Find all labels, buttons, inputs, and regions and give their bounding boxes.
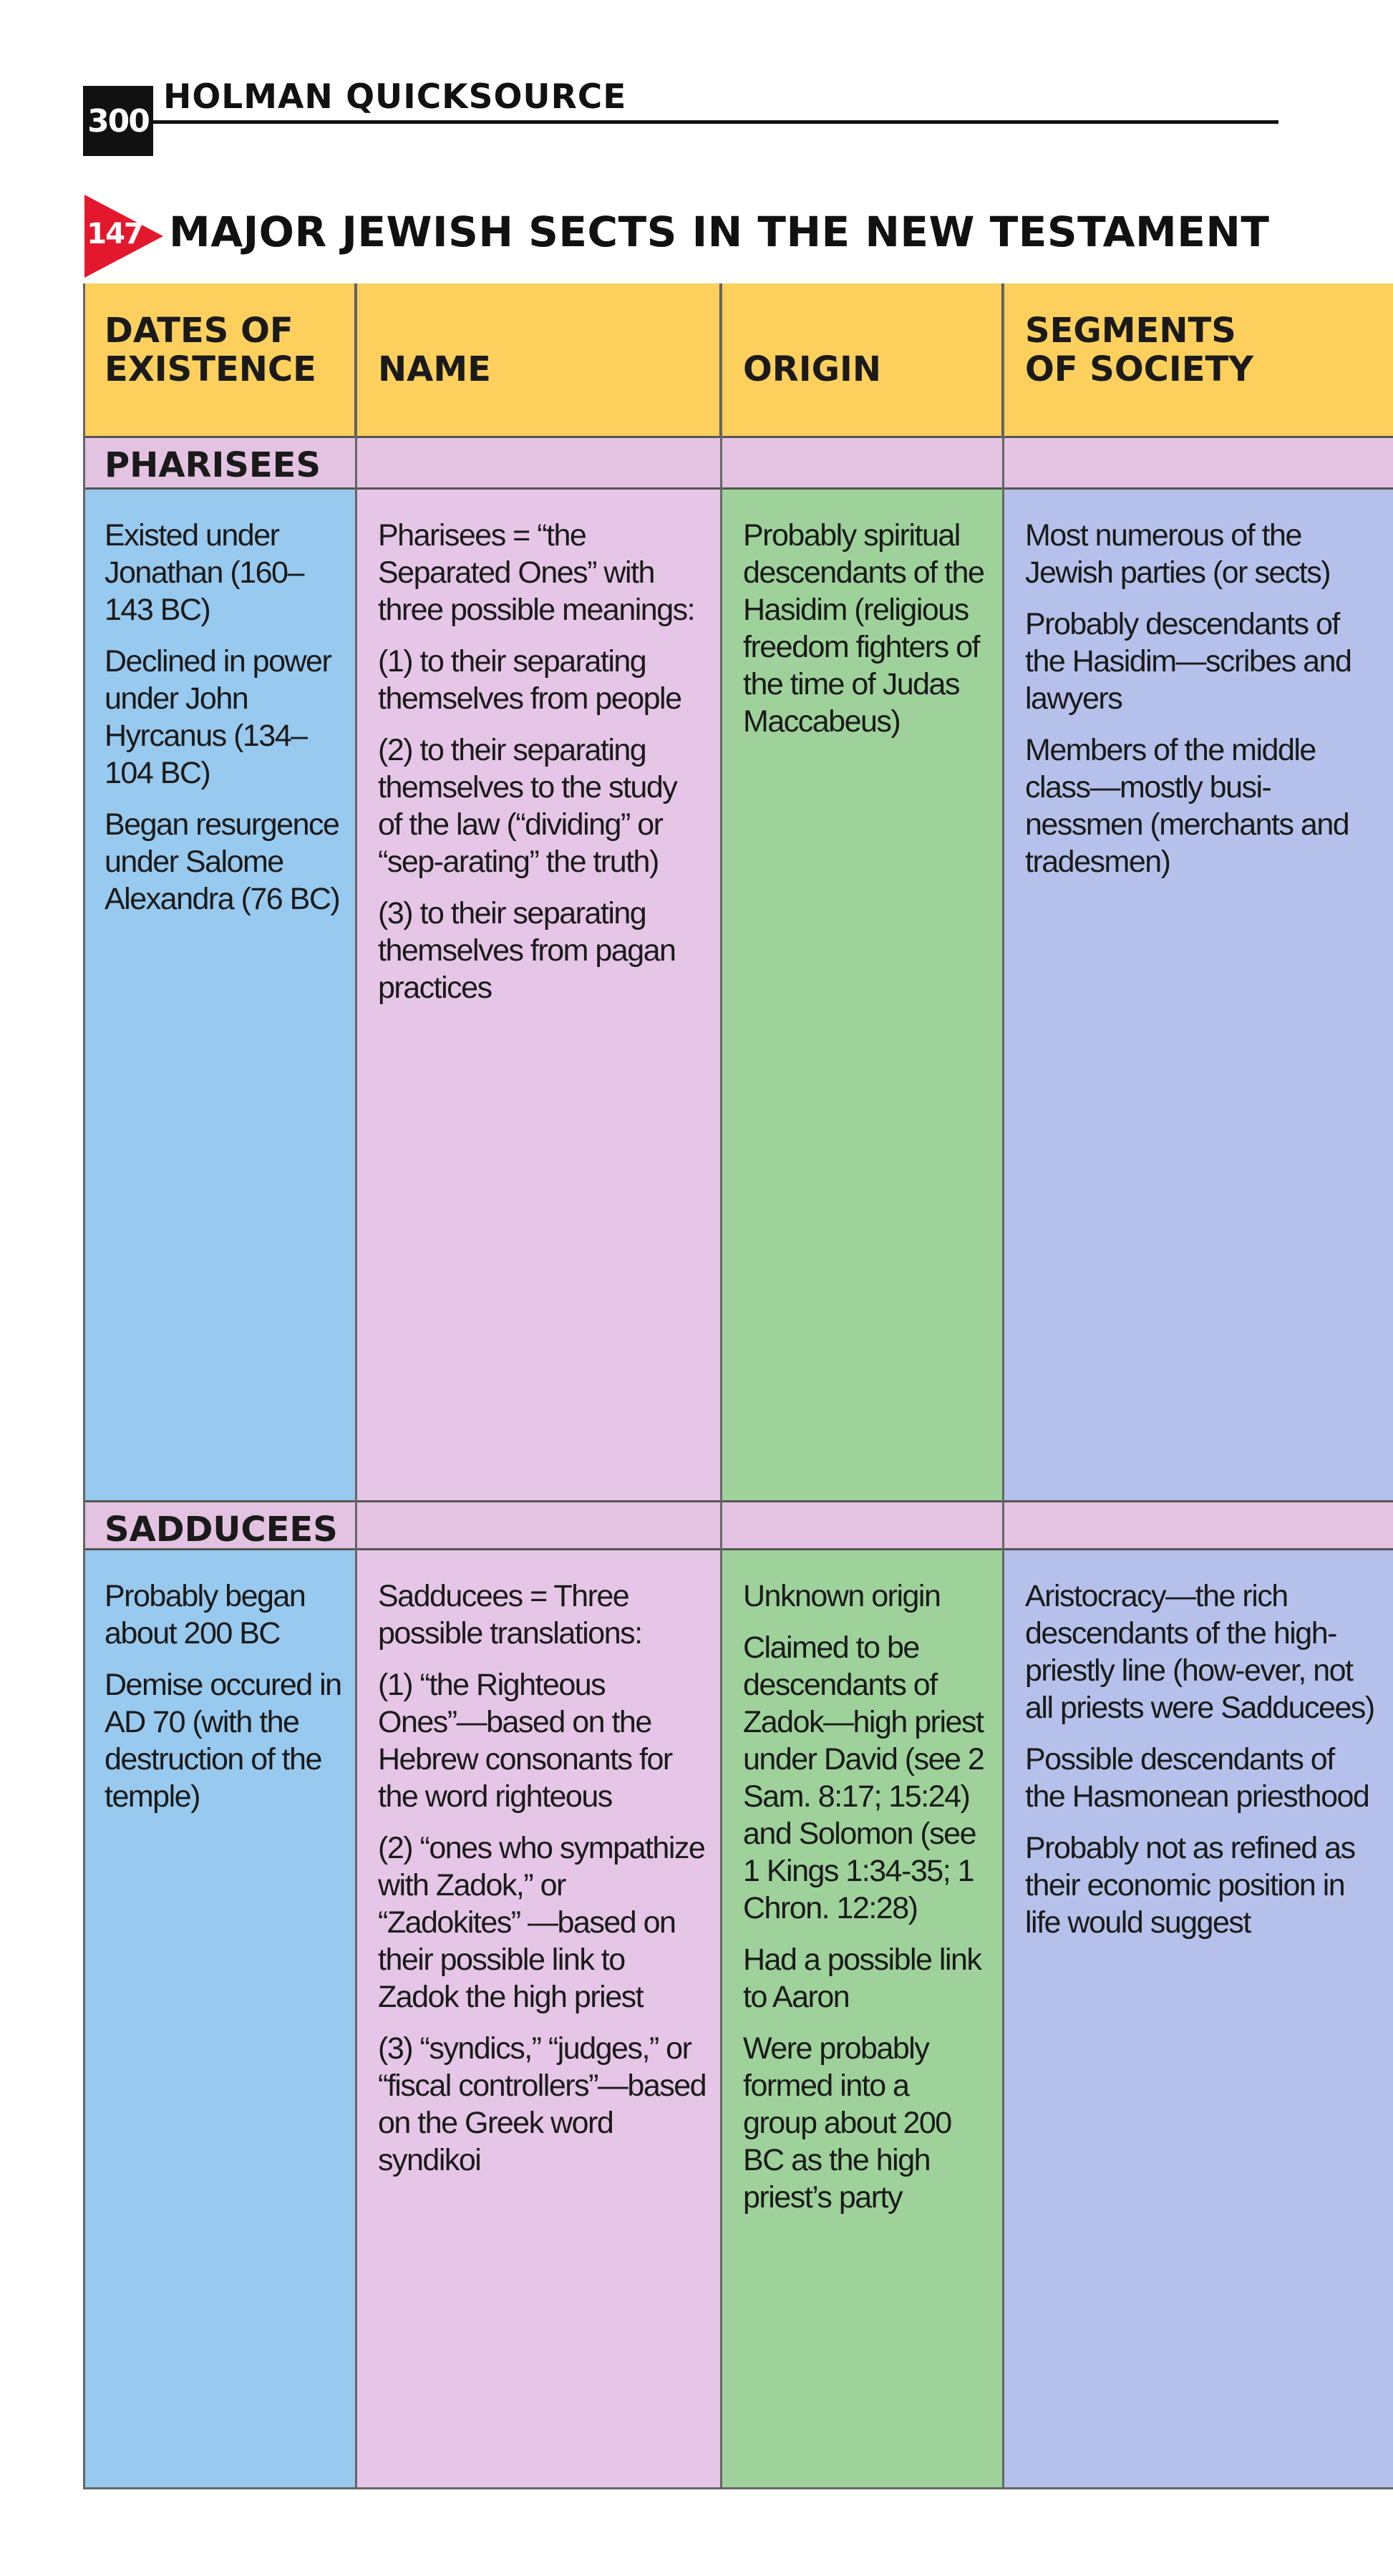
section-bar-pharisees bbox=[83, 438, 1393, 490]
sadducees-origin-para: Had a possible link to Aaron bbox=[743, 1943, 981, 2014]
pharisees-origin-para: Probably spiritual descendants of the Hasidim (religious freedom fighters of the time of Judas Maccabeus) bbox=[743, 518, 984, 739]
pharisees-dates bbox=[83, 490, 356, 932]
pharisees-name-para: (2) to their separating themselves to the study of the law (“dividing” or “sep-arating” the truth) bbox=[378, 733, 677, 879]
header-dates bbox=[83, 283, 356, 438]
pharisees-name-para: (1) to their separating themselves from people bbox=[378, 644, 681, 716]
table-border-left bbox=[83, 283, 85, 2489]
sadducees-origin-para: Claimed to be descendants of Zadok—high priest under David (see 2 Sam. 8:17; 15:24) and Solomon (see 1 Kings 1:34-35; 1 Chron. 12:28) bbox=[743, 1630, 984, 1925]
sadducees-name-para: Sadducees = Three possible translations: bbox=[378, 1579, 642, 1651]
header-segments-line2: OF SOCIETY bbox=[1025, 349, 1254, 389]
header-segments-text bbox=[1025, 311, 1253, 389]
sadducees-segments-para: Probably not as refined as their economic position in life would suggest bbox=[1025, 1831, 1355, 1940]
sadducees-dates-para: Demise occured in AD 70 (with the destruction of the temple) bbox=[105, 1668, 341, 1814]
sadducees-segments-para: Aristocracy—the rich descendants of the high-priestly line (how-ever, not all priests were Sadducees) bbox=[1025, 1579, 1374, 1725]
sadducees-name-para: (2) “ones who sympathize with Zadok,” or “Zadokites” —based on their possible link to Zadok the high priest bbox=[378, 1831, 705, 2014]
pharisees-name-para: Pharisees = “the Separated Ones” with three possible meanings: bbox=[378, 518, 695, 627]
pharisees-dates-para: Existed under Jonathan (160–143 BC) bbox=[105, 518, 304, 627]
pharisees-name bbox=[356, 490, 722, 1021]
pharisees-segments bbox=[1004, 490, 1393, 895]
sadducees-name bbox=[356, 1550, 722, 2193]
pharisees-segments-para: Most numerous of the Jewish parties (or sects) bbox=[1025, 518, 1331, 590]
sadducees-segments bbox=[1004, 1550, 1393, 1955]
header-dates-text bbox=[105, 311, 316, 389]
header-origin-text: ORIGIN bbox=[743, 349, 882, 389]
header-name bbox=[356, 283, 722, 438]
header-name-text: NAME bbox=[378, 349, 491, 389]
book-title: HOLMAN QUICKSOURCE bbox=[163, 77, 627, 117]
chart-number: 147 bbox=[87, 218, 142, 251]
header-dates-line2: EXISTENCE bbox=[105, 349, 316, 389]
sadducees-dates bbox=[83, 1550, 356, 1829]
pharisees-dates-para: Declined in power under John Hyrcanus (134–104 BC) bbox=[105, 644, 331, 790]
section-label-pharisees: PHARISEES bbox=[105, 445, 321, 485]
pharisees-segments-para: Members of the middle class—mostly busi-nessmen (merchants and tradesmen) bbox=[1025, 733, 1349, 879]
sadducees-origin bbox=[722, 1550, 1004, 2230]
header-segments bbox=[1004, 283, 1393, 438]
pharisees-segments-para: Probably descendants of the Hasidim—scribes and lawyers bbox=[1025, 607, 1351, 716]
pharisees-dates-para: Began resurgence under Salome Alexandra (76 BC) bbox=[105, 807, 340, 916]
sadducees-name-para: (3) “syndics,” “judges,” or “fiscal controllers”—based on the Greek word syndikoi bbox=[378, 2031, 707, 2177]
sects-table bbox=[83, 283, 1393, 2489]
header-dates-line1: DATES OF bbox=[105, 311, 293, 351]
chart-title: MAJOR JEWISH SECTS IN THE NEW TESTAMENT bbox=[169, 208, 1270, 256]
pharisees-name-para: (3) to their separating themselves from pagan practices bbox=[378, 896, 676, 1005]
section-label-sadducees: SADDUCEES bbox=[105, 1510, 338, 1550]
header-segments-line1: SEGMENTS bbox=[1025, 311, 1236, 351]
page-number: 300 bbox=[83, 86, 153, 156]
sadducees-dates-para: Probably began about 200 BC bbox=[105, 1579, 306, 1651]
sadducees-origin-para: Were probably formed into a group about 200 BC as the high priest’s party bbox=[743, 2031, 951, 2215]
column-divider bbox=[355, 283, 357, 2489]
sadducees-segments-para: Possible descendants of the Hasmonean priesthood bbox=[1025, 1742, 1369, 1814]
column-divider bbox=[720, 283, 722, 2489]
header-origin bbox=[722, 283, 1004, 438]
column-divider bbox=[1002, 283, 1004, 2489]
sadducees-name-para: (1) “the Righteous Ones”—based on the Hebrew consonants for the word righteous bbox=[378, 1668, 672, 1814]
header-rule bbox=[153, 120, 1278, 124]
table-border-bottom bbox=[83, 2487, 1393, 2489]
section-bar-sadducees bbox=[83, 1500, 1393, 1550]
sadducees-origin-para: Unknown origin bbox=[743, 1579, 941, 1613]
pharisees-origin bbox=[722, 490, 1004, 754]
